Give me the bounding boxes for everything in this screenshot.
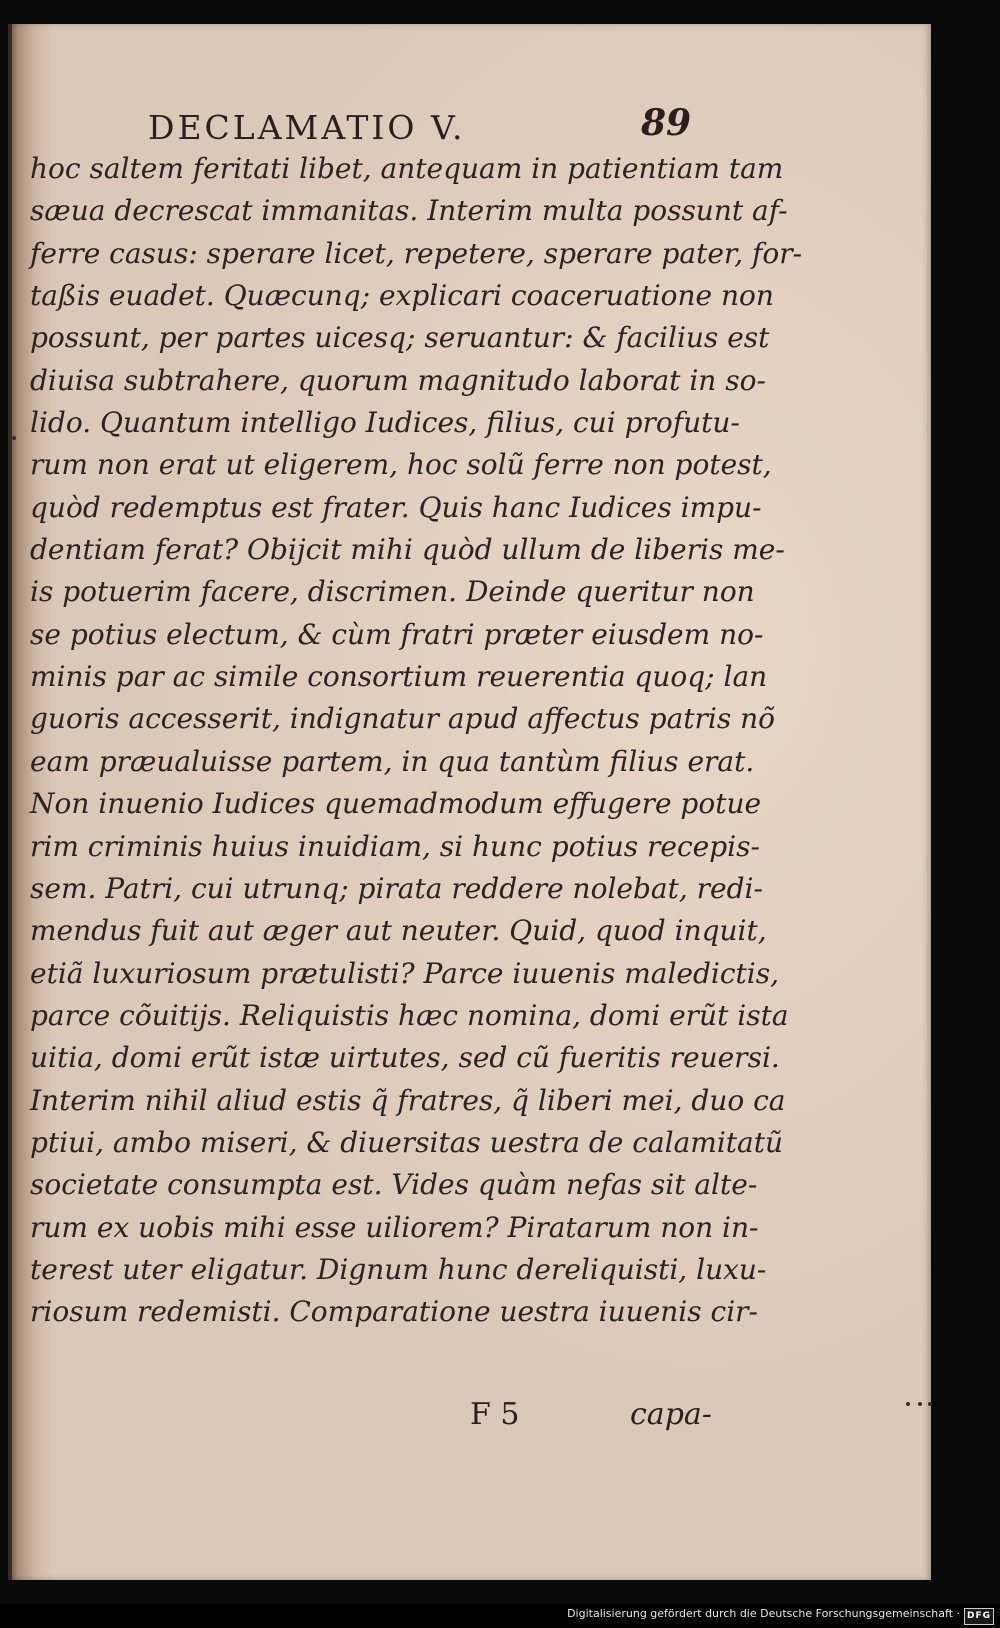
text-line: se potius electum, & cùm fratri præter eiusdem no- (30, 617, 764, 651)
text-line: rim criminis huius inuidiam, si hunc potius recepis- (30, 829, 760, 863)
text-line: minis par ac simile consortium reuerentia quoq; lan (30, 660, 768, 694)
text-line: uitia, domi erũt istæ uirtutes, sed cũ fueritis reuersi. (30, 1041, 780, 1075)
text-line: guoris accesserit, indignatur apud affectus patris nõ (30, 702, 776, 736)
text-line: parce cõuitijs. Reliquistis hæc nomina, domi erũt ista (30, 998, 789, 1032)
footer-bar (0, 1604, 1000, 1628)
book-page (8, 24, 931, 1580)
text-line: possunt, per partes uicesq; seruantur: & facilius est (30, 321, 770, 355)
margin-dot (918, 1402, 922, 1406)
margin-dot (12, 436, 16, 440)
text-line: is potuerim facere, discrimen. Deinde queritur non (30, 575, 755, 609)
text-line: rum non erat ut eligerem, hoc solũ ferre non potest, (30, 448, 772, 482)
text-line: taßis euadet. Quæcunq; explicari coaceruatione non (30, 279, 774, 313)
running-head (148, 88, 708, 148)
text-line: eam præualuisse partem, in qua tantùm filius erat. (30, 744, 755, 778)
text-line: etiã luxuriosum prætulisti? Parce iuuenis maledictis, (30, 956, 780, 990)
text-line: Non inuenio Iudices quemadmodum effugere potue (30, 787, 762, 821)
running-title: DECLAMATIO V. (148, 108, 466, 147)
text-line: sæua decrescat immanitas. Interim multa possunt af- (30, 194, 788, 228)
text-line: riosum redemisti. Comparatione uestra iuuenis cir- (30, 1295, 759, 1329)
signature-line (470, 1397, 720, 1437)
page-gutter-edge (8, 24, 12, 1580)
text-line: hoc saltem feritati libet, antequam in patientiam tam (30, 152, 784, 185)
text-line: mendus fuit aut æger aut neuter. Quid, quod inquit, (30, 914, 767, 948)
dfg-logo: DFG (964, 1608, 994, 1625)
text-line: lido. Quantum intelligo Iudices, filius, cui profutu- (30, 406, 740, 440)
text-line: terest uter eligatur. Dignum hunc dereliquisti, luxu- (30, 1252, 767, 1286)
text-line: dentiam ferat? Obijcit mihi quòd ullum de liberis me- (30, 533, 785, 567)
text-line: ptiui, ambo miseri, & diuersitas uestra de calamitatũ (30, 1125, 784, 1159)
text-block (30, 148, 803, 1334)
text-line: ferre casus: sperare licet, repetere, sperare pater, for- (30, 236, 803, 270)
margin-dot (906, 1402, 910, 1406)
funding-notice: Digitalisierung gefördert durch die Deutsche Forschungsgemeinschaft · (567, 1607, 960, 1620)
text-line: societate consumpta est. Vides quàm nefas sit alte- (30, 1168, 758, 1202)
text-line: rum ex uobis mihi esse uiliorem? Piratarum non in- (30, 1210, 759, 1244)
text-line: quòd redemptus est frater. Quis hanc Iudices impu- (30, 490, 762, 524)
margin-dot (928, 1402, 932, 1406)
folio-number: 89 (641, 102, 692, 144)
text-line: diuisa subtrahere, quorum magnitudo laborat in so- (30, 363, 766, 397)
text-line: sem. Patri, cui utrunq; pirata reddere nolebat, redi- (30, 871, 763, 905)
text-line: Interim nihil aliud estis q̃ fratres, q̃ liberi mei, duo ca (30, 1083, 786, 1117)
signature-mark: F 5 (470, 1397, 520, 1432)
catchword: capa- (630, 1397, 712, 1432)
